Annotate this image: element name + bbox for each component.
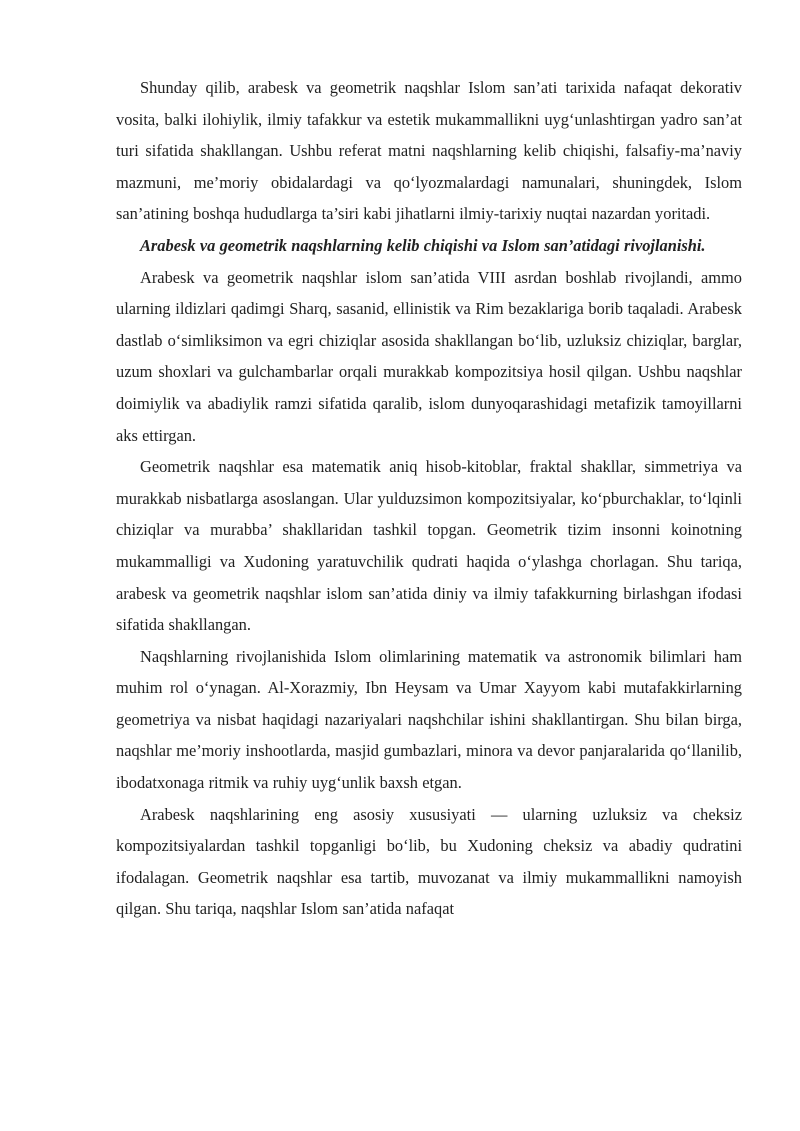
paragraph-scholars: Naqshlarning rivojlanishida Islom olimlarining matematik va astronomik bilimlari ham muhim rol o‘ynagan. Al-Xorazmiy, Ibn Heysam va Umar Xayyom kabi mutafakkirlarning geometriya va nisbat haqidagi nazariyalari naqshchilar ishini shakllantirgan. Shu bilan birga, naqshlar me’moriy inshootlarda, masjid gumbazlari, minora va devor panjaralarida qo‘llanilib, ibodatxonaga ritmik va ruhiy uyg‘unlik baxsh etgan. [116,646,742,793]
paragraph-features: Arabesk naqshlarining eng asosiy xususiyati — ularning uzluksiz va cheksiz kompozitsiyalardan tashkil topganligi bo‘lib, bu Xudoning cheksiz va abadiy qudratini ifodalagan. Geometrik naqshlar esa tartib, muvozanat va ilmiy mukammallikni namoyish qilgan. Shu tariqa, naqshlar Islom san’atida nafaqat [116,804,742,919]
section-heading: Arabesk va geometrik naqshlarning kelib chiqishi va Islom san’atidagi rivojlanishi. [140,235,706,255]
paragraph-origins: Arabesk va geometrik naqshlar islom san’atida VIII asrdan boshlab rivojlandi, ammo ularning ildizlari qadimgi Sharq, sasanid, ellinistik va Rim bezaklariga borib taqaladi. Arabesk dastlab o‘simliksimon va egri chiziqlar asosida shakllangan bo‘lib, uzluksiz chiziqlar, barglar, uzum shoxlari va gulchambarlar orqali murakkab kompozitsiya hosil qilgan. Ushbu naqshlar doimiylik va abadiylik ramzi sifatida qaralib, islom dunyoqarashidagi metafizik tamoyillarni aks ettirgan. [116,267,742,445]
paragraph-intro: Shunday qilib, arabesk va geometrik naqshlar Islom san’ati tarixida nafaqat dekorativ vosita, balki ilohiylik, ilmiy tafakkur va estetik mukammallikni uyg‘unlashtirgan yadro san’at turi sifatida shakllangan. Ushbu referat matni naqshlarning kelib chiqishi, falsafiy-ma’naviy mazmuni, me’moriy obidalardagi va qo‘lyozmalardagi namunalari, shuningdek, Islom san’atining boshqa hududlarga ta’siri kabi jihatlarni ilmiy-tarixiy nuqtai nazardan yoritadi. [116,78,742,224]
paragraph-geometric: Geometrik naqshlar esa matematik aniq hisob-kitoblar, fraktal shakllar, simmetriya va murakkab nisbatlarga asoslangan. Ular yulduzsimon kompozitsiyalar, ko‘pburchaklar, to‘lqinli chiziqlar va murabba’ shakllaridan tashkil topgan. Geometrik tizim insonni koinotning mukammalligi va Xudoning yaratuvchilik qudrati haqida o‘ylashga chorlagan. Shu tariqa, arabesk va geometrik naqshlar islom san’atida diniy va ilmiy tafakkurning birlashgan ifodasi sifatida shakllangan. [116,457,742,635]
document-page [116,72,742,925]
